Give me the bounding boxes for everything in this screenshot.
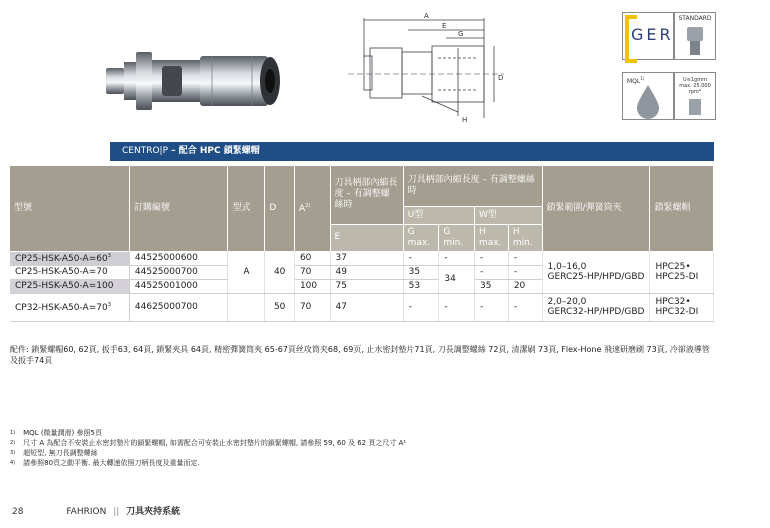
- row-h-min: -: [508, 293, 542, 321]
- header-type: 型式: [228, 166, 265, 251]
- footer-brand: FAHRION: [66, 507, 107, 517]
- footer-separator: ||: [113, 507, 120, 517]
- balance-badge: [674, 72, 716, 120]
- header-h-max: H max.: [474, 224, 508, 251]
- drop-icon: [623, 79, 673, 119]
- row-d: 50: [265, 293, 295, 321]
- header-range: 鎖緊範圍/彈簧筒夾: [542, 166, 650, 251]
- row-e: 47: [330, 293, 403, 321]
- row-order: 44525000700: [129, 265, 228, 279]
- section-title: [110, 142, 714, 161]
- mql-label: MQL: [627, 78, 641, 85]
- header-u-type: U型: [403, 206, 474, 224]
- header-h-min: H min.: [508, 224, 542, 251]
- footer-section: 刀具夾持系統: [126, 507, 181, 517]
- table-row: [10, 251, 714, 265]
- section-title-text: – 配合 HPC 鎖緊螺帽: [168, 146, 260, 156]
- row-range: 1,0–16,0 GERC25-HP/HPD/GBD: [542, 251, 650, 293]
- balance-line-3: rpm*: [688, 89, 702, 95]
- row-nut: HPC25• HPC25-DI: [650, 251, 714, 293]
- header-order-no: 訂購編號: [129, 166, 228, 251]
- header-a: $A^{2)}$: [294, 166, 330, 251]
- row-h-max: -: [474, 251, 508, 265]
- table-row: [10, 293, 714, 321]
- header-g-max: G max.: [403, 224, 439, 251]
- standard-badge: [674, 12, 716, 60]
- balance-line-1: U≤1gmm: [683, 77, 707, 83]
- header-d: D: [265, 166, 295, 251]
- row-nut: HPC32• HPC32-DI: [650, 293, 714, 321]
- standard-label: STANDARD: [678, 15, 712, 22]
- row-model: $CP32-HSK-A50-A=70^3$: [10, 293, 129, 321]
- footnote: $^{1)}$ MQL (微量潤滑) 參照5頁: [10, 429, 102, 437]
- balance-line-2: max. 25.000: [679, 83, 711, 89]
- row-a: 70: [294, 293, 330, 321]
- row-g-min: -: [439, 251, 475, 265]
- row-order: 44525000600: [129, 251, 228, 265]
- row-e: 37: [330, 251, 403, 265]
- header-g-min: G min.: [439, 224, 475, 251]
- row-d: 40: [265, 251, 295, 293]
- row-order: 44625000700: [129, 293, 228, 321]
- row-h-max: -: [474, 293, 508, 321]
- dim-h-label: H: [462, 116, 468, 124]
- header-model: 型號: [10, 166, 129, 251]
- ger-badge: [622, 12, 674, 60]
- dim-g-label: G: [458, 30, 464, 38]
- row-model: CP25-HSK-A50-A=70: [10, 265, 129, 279]
- row-g-max: 53: [403, 279, 439, 293]
- row-model: CP25-HSK-A50-A=100: [10, 279, 129, 293]
- ger-label: GER: [631, 25, 674, 44]
- footnote: $^{3)}$ 超短型, 無刀長調整螺絲: [10, 449, 98, 457]
- accessories-text: 配件: 鎖緊螺帽60, 62頁, 扳手63, 64頁, 鎖緊夾具 64頁, 精密彈簧筒夾 65-67頁丝攻筒夹68, 69页, 止水密封墊片71頁, 刀長調整螺絲 72頁, 清潔刷 73頁, Flex-Hone 飛速研磨刷 73頁, 冷卻液導管及扳手74頁: [10, 345, 710, 365]
- row-a: 100: [294, 279, 330, 293]
- row-h-min: 20: [508, 279, 542, 293]
- page-footer: [12, 504, 180, 517]
- row-g-min: 34: [439, 265, 475, 293]
- row-model: $CP25-HSK-A50-A=60^3$: [10, 251, 129, 265]
- row-g-min: -: [439, 293, 475, 321]
- header-e: E: [330, 224, 403, 251]
- row-a: 60: [294, 251, 330, 265]
- row-h-min: -: [508, 251, 542, 265]
- mql-sup: 1): [640, 76, 645, 81]
- dim-d-label: D: [498, 74, 504, 82]
- row-a: 70: [294, 265, 330, 279]
- header-inner-length: 刀具柄部內縮長度 – 有調整螺絲時: [330, 166, 403, 224]
- footnote: $^{2)}$ 尺寸 A 為配合不安裝止水密封墊片的鎖緊螺帽, 如需配合可安裝止水密封墊片的鎖緊螺帽, 請參照 59, 60 及 62 頁之尺寸 A¹: [10, 439, 407, 447]
- dim-e-label: E: [442, 22, 447, 30]
- row-h-max: 35: [474, 279, 508, 293]
- row-e: 49: [330, 265, 403, 279]
- row-order: 44525001000: [129, 279, 228, 293]
- mql-badge: [622, 72, 674, 120]
- technical-drawing: [338, 8, 514, 132]
- section-title-brand: CENTRO|P: [122, 146, 168, 156]
- row-range: 2,0–20,0 GERC32-HP/HPD/GBD: [542, 293, 650, 321]
- header-inner-length-adjust: 刀具柄部內縮長度 – 有調整螺絲時: [403, 166, 542, 206]
- page-number: 28: [12, 507, 24, 517]
- footnotes: [10, 428, 406, 468]
- dim-a-label: A: [424, 12, 429, 20]
- row-g-max: 35: [403, 265, 439, 279]
- tool-holder-photo: [102, 38, 292, 122]
- header-w-type: W型: [474, 206, 542, 224]
- balance-icon: [675, 97, 715, 117]
- nut-icon: [675, 21, 715, 61]
- row-g-max: -: [403, 293, 439, 321]
- spec-table: [10, 166, 714, 322]
- row-type: A: [228, 251, 265, 293]
- footnote: $^{4)}$ 請參照80頁之動平衡. 最大轉速依照刀柄長度及重量而定.: [10, 459, 200, 467]
- row-e: 75: [330, 279, 403, 293]
- row-h-max: -: [474, 265, 508, 279]
- row-h-min: -: [508, 265, 542, 279]
- header-nut: 鎖緊螺帽: [650, 166, 714, 251]
- row-g-max: -: [403, 251, 439, 265]
